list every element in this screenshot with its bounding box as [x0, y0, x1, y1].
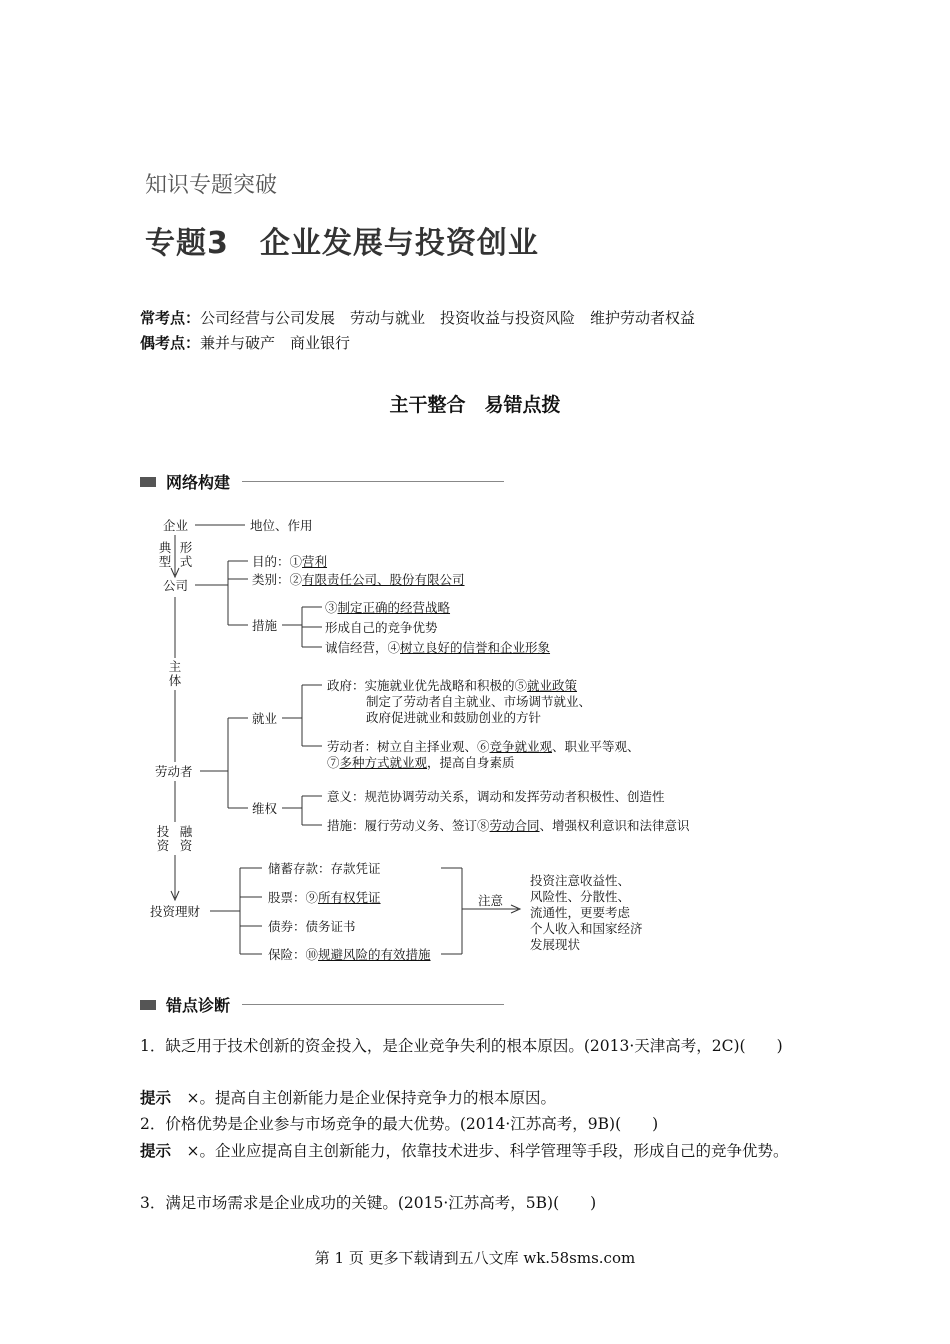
- node-company: 公司: [163, 578, 189, 593]
- question-1: 1．缺乏用于技术创新的资金投入，是企业竞争失利的根本原因。(2013·天津高考，2C)( ): [140, 1037, 783, 1055]
- node-laborer: 劳动者: [155, 764, 193, 779]
- divider: [242, 1004, 504, 1005]
- answer-2: 提示 ×。企业应提高自主创新能力，依靠技术进步、科学管理等手段，形成自己的竞争优势。: [140, 1142, 789, 1160]
- label-subject: 主 体: [168, 659, 182, 688]
- heading-square-icon: [140, 477, 156, 487]
- node-meaning: 意义：规范协调劳动关系，调动和发挥劳动者积极性、创造性: [327, 789, 665, 804]
- network-heading: [140, 470, 504, 493]
- node-government: 政府：实施就业优先战略和积极的⑤就业政策: [327, 678, 578, 693]
- common-points-value: 公司经营与公司发展 劳动与就业 投资收益与投资风险 维护劳动者权益: [200, 309, 696, 327]
- hint-label: 提示: [140, 1089, 172, 1107]
- node-stock: 股票：⑨所有权凭证: [268, 890, 381, 905]
- page-title: 专题3 企业发展与投资创业: [145, 226, 539, 261]
- label-form: 形 式: [179, 540, 193, 569]
- series-title: 知识专题突破: [145, 173, 278, 198]
- node-rights-measure: 措施：履行劳动义务、签订⑧劳动合同、增强权利意识和法律意识: [327, 818, 690, 833]
- node-rights: 维权: [252, 801, 278, 816]
- label-typical: 典 型: [158, 540, 172, 569]
- node-measure-2: 形成自己的竞争优势: [325, 620, 438, 635]
- node-government-line3: 政府促进就业和鼓励创业的方针: [366, 710, 542, 725]
- node-purpose: 目的：①营利: [252, 554, 328, 569]
- label-finance: 融 资: [179, 824, 193, 853]
- main-section-heading: 主干整合 易错点拨: [389, 394, 561, 416]
- divider: [242, 481, 504, 482]
- page-footer: 第 1 页 更多下载请到五八文库 wk.58sms.com: [314, 1249, 636, 1267]
- question-2: 2．价格优势是企业参与市场竞争的最大优势。(2014·江苏高考，9B)( ): [140, 1115, 659, 1133]
- network-heading-text: 网络构建: [166, 473, 231, 492]
- node-bond: 债券：债务证书: [268, 919, 356, 934]
- hint-label: 提示: [140, 1142, 172, 1160]
- node-enterprise-role: 地位、作用: [250, 518, 313, 533]
- diagnosis-heading-text: 错点诊断: [166, 996, 231, 1015]
- occasional-points-value: 兼并与破产 商业银行: [200, 334, 351, 352]
- node-measure-3: 诚信经营，④树立良好的信誉和企业形象: [325, 640, 551, 655]
- node-worker-line2: ⑦多种方式就业观，提高自身素质: [327, 755, 515, 770]
- common-points: [140, 307, 695, 328]
- node-invest-finance: 投资理财: [150, 904, 201, 919]
- node-insurance: 保险：⑩规避风险的有效措施: [268, 947, 431, 962]
- node-category: 类别：②有限责任公司、股份有限公司: [252, 572, 465, 587]
- node-savings: 储蓄存款：存款凭证: [268, 861, 381, 876]
- answer-1: 提示 ×。提高自主创新能力是企业保持竞争力的根本原因。: [140, 1089, 557, 1107]
- node-employment: 就业: [252, 711, 278, 726]
- node-measure-1: ③制定正确的经营战略: [325, 600, 451, 615]
- node-government-line2: 制定了劳动者自主就业、市场调节就业、: [366, 694, 592, 709]
- diagnosis-heading: [140, 993, 504, 1016]
- node-measures: 措施: [252, 618, 278, 633]
- node-worker: 劳动者：树立自主择业观、⑥竞争就业观、职业平等观、: [327, 739, 640, 754]
- heading-square-icon: [140, 1000, 156, 1010]
- occasional-points-label: 偶考点：: [140, 334, 201, 352]
- common-points-label: 常考点：: [140, 309, 201, 327]
- node-enterprise: 企业: [163, 518, 189, 533]
- occasional-points: [140, 332, 350, 353]
- node-advice: 投资注意收益性、 风险性、分散性、 流通性，更要考虑 个人收入和国家经济 发展现状: [530, 873, 643, 952]
- label-invest: 投 资: [156, 824, 170, 853]
- question-3: 3．满足市场需求是企业成功的关键。(2015·江苏高考，5B)( ): [140, 1194, 597, 1212]
- node-attention: 注意: [478, 893, 504, 908]
